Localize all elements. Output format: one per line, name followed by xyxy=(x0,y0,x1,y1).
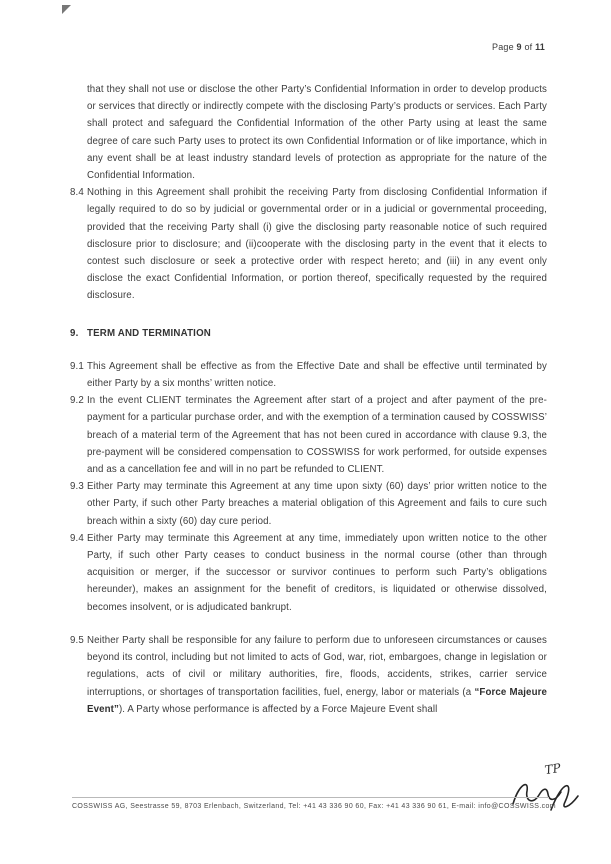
clause-number: 9.4 xyxy=(70,532,84,544)
section-number: 9. xyxy=(70,327,79,339)
page-word: Page xyxy=(492,42,517,52)
clause-9-1 xyxy=(70,358,547,392)
page-number xyxy=(492,42,545,52)
clause-text: Either Party may terminate this Agreement at any time upon sixty (60) days’ prior written notice to the other Party, if such other Party breaches a material obligation of this Agreement and fails to cure such breach within a sixty (60) day cure period. xyxy=(87,481,547,527)
force-majeure-term: “Force Majeure Event” xyxy=(87,686,547,715)
clause-9-3 xyxy=(70,478,547,530)
clause-number: 9.5 xyxy=(70,634,84,646)
scan-artifact xyxy=(62,5,71,14)
clause-number: 9.3 xyxy=(70,481,84,493)
clause-text: This Agreement shall be effective as from the Effective Date and shall be effective until terminated by either Party by a six months’ written notice. xyxy=(87,360,547,390)
clause-9-2 xyxy=(70,392,547,478)
clause-9-5 xyxy=(70,632,547,718)
total-pages-value: 11 xyxy=(535,42,545,52)
clause-number: 9.2 xyxy=(70,395,84,407)
clause-text xyxy=(87,632,547,718)
clause-number: 9.1 xyxy=(70,360,84,372)
section-heading xyxy=(70,325,547,342)
footer-text: COSSWISS AG, Seestrasse 59, 8703 Erlenbach, Switzerland, Tel: +41 43 336 90 60, Fax: +41 43 336 90 61, E-mail: info@COSSWISS.com xyxy=(72,803,557,810)
initials-text: TP xyxy=(543,760,562,778)
of-word: of xyxy=(521,42,536,52)
clause-text-before: Neither Party shall be responsible for any failure to perform due to unforeseen circumstances or causes beyond its control, including but not limited to acts of God, war, riot, embargoes, change in legislation or regulations, acts of civil or military authorities, fire, floods, accidents, strikes, carrier service interruptions, or shortages of transportation facilities, fuel, energy, labor or materials (a xyxy=(87,634,547,698)
clause-number: 8.4 xyxy=(70,187,84,199)
clause-8-4 xyxy=(70,184,547,304)
clause-9-4 xyxy=(70,530,547,616)
document-body xyxy=(70,81,547,718)
clause-text-after: ). A Party whose performance is affected by a Force Majeure Event shall xyxy=(118,703,438,715)
paragraph-continuation: that they shall not use or disclose the other Party’s Confidential Information in order to develop products or services that directly or indirectly compete with the disclosing Party’s products or services. Each Party shall protect and safeguard the Confidential Information of the other Party using at least the same degree of care such Party uses to protect its own Confidential Information or of like importance, which in any event shall be at least industry standard levels of protection as appropriate for the nature of the Confidential Information. xyxy=(87,84,547,182)
page-footer xyxy=(72,797,557,810)
clause-text: Either Party may terminate this Agreement at any time, immediately upon written notice to the other Party, if such other Party ceases to conduct business in the normal course (other than through acquisition or merger, if the successor or survivor continues to perform such Party’s obligations hereunder), makes an assignment for the benefit of creditors, is liquidated or otherwise dissolved, becomes insolvent, or is adjudicated bankrupt. xyxy=(87,532,547,613)
clause-text: In the event CLIENT terminates the Agreement after start of a project and after payment of the pre-payment for a particular purchase order, and with the exemption of a termination caused by COSSWISS’ breach of a material term of the Agreement that has not been cured in accordance with clause 9.3, the pre-payment will be considered compensation to COSSWISS for work performed, for outside expenses and as a cancellation fee and will in no part be refunded to CLIENT. xyxy=(87,395,547,476)
section-title: TERM AND TERMINATION xyxy=(87,327,212,339)
clause-text: Nothing in this Agreement shall prohibit the receiving Party from disclosing Confidential Information if legally required to do so by judicial or governmental order or in a judicial or governmental proceeding, provided that the receiving Party shall (i) give the disclosing party reasonable notice of such required disclosure prior to disclosure; and (ii)cooperate with the disclosing party in the event that it elects to contest such disclosure or seek a protective order with respect hereto; and (iii) in any event only disclose the exact Confidential Information, or portion thereof, specifically requested by the required disclosure. xyxy=(87,187,547,302)
page-number-value: 9 xyxy=(516,42,522,52)
